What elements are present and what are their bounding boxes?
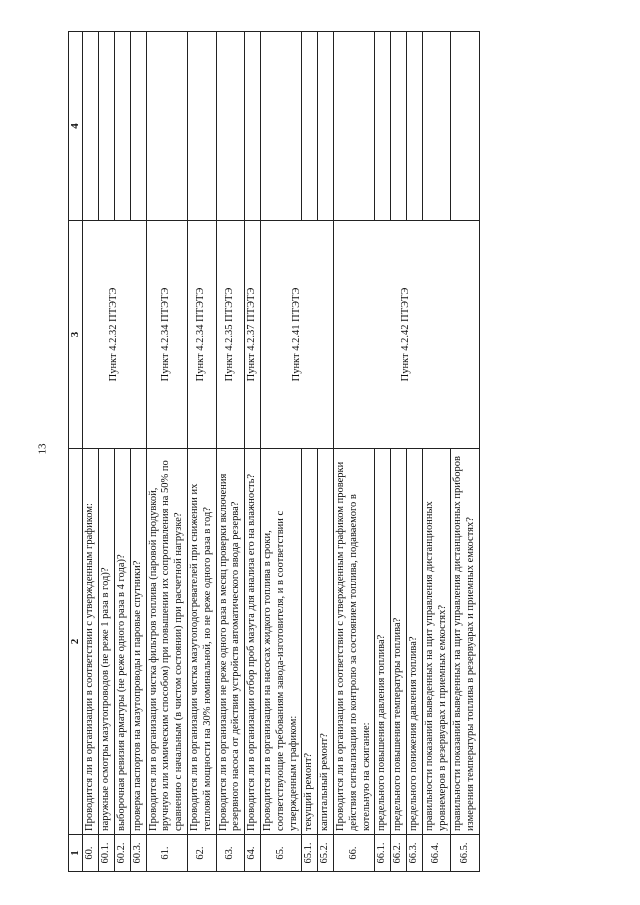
item-text: Проводится ли в организации в соответствии с утвержденным графиком: [83, 449, 99, 835]
item-number: 66.1. [375, 835, 391, 872]
header-row [69, 32, 83, 872]
table-row [422, 32, 451, 872]
item-number: 60.2. [115, 835, 131, 872]
table-row [260, 32, 301, 872]
item-answer-cell [406, 32, 422, 221]
header-col-3: 3 [69, 221, 83, 449]
item-text: предельного понижения давления топлива? [406, 449, 422, 835]
table-body [83, 32, 480, 872]
item-text: правильности показаний выведенных на щит управления дистанционных уровнемеров в резервуарах и приемных емкостях? [422, 449, 451, 835]
table-row [216, 32, 245, 872]
item-answer-cell [260, 32, 301, 221]
table-row [245, 32, 261, 872]
item-reference: Пункт 4.2.42 ПТЭТЭ [333, 221, 479, 449]
item-number: 63. [216, 835, 245, 872]
item-number: 66. [333, 835, 374, 872]
item-answer-cell [391, 32, 407, 221]
item-number: 60.1. [99, 835, 115, 872]
item-answer-cell [302, 32, 318, 221]
item-number: 66.3. [406, 835, 422, 872]
header-col-4: 4 [69, 32, 83, 221]
item-reference: Пункт 4.2.37 ПТЭТЭ [245, 221, 261, 449]
item-number: 66.4. [422, 835, 451, 872]
table-row [451, 32, 480, 872]
item-answer-cell [245, 32, 261, 221]
item-answer-cell [115, 32, 131, 221]
rotated-table-container [68, 32, 598, 872]
table-row [333, 32, 374, 872]
page-number: 13 [36, 443, 49, 455]
item-text: текущий ремонт? [302, 449, 318, 835]
item-answer-cell [375, 32, 391, 221]
item-text: правильности показаний выведенных на щит управления дистанционных приборов измерения температуры топлива в резервуарах и приемных емкостях? [451, 449, 480, 835]
item-answer-cell [318, 32, 334, 221]
item-text: предельного повышения температуры топлива? [391, 449, 407, 835]
table-row [83, 32, 99, 872]
item-number: 60.3. [130, 835, 146, 872]
item-text: выборочная ревизия арматуры (не реже одного раза в 4 года)? [115, 449, 131, 835]
item-number: 66.5. [451, 835, 480, 872]
item-answer-cell [216, 32, 245, 221]
item-answer-cell [422, 32, 451, 221]
item-answer-cell [187, 32, 216, 221]
item-text: проверка паспортов на мазутопроводы и паровые спутники? [130, 449, 146, 835]
table-row [187, 32, 216, 872]
item-text: Проводится ли в организации чистка фильтров топлива (паровой продувкой, вручную или химическим способом) при повышении их сопротивления на 50% по сравнению с начальным (в чистом состоянии) при расчетной нагрузке? [146, 449, 187, 835]
item-number: 60. [83, 835, 99, 872]
item-reference: Пункт 4.2.32 ПТЭТЭ [83, 221, 146, 449]
item-answer-cell [99, 32, 115, 221]
header-col-1: 1 [69, 835, 83, 872]
item-reference: Пункт 4.2.35 ПТЭТЭ [216, 221, 245, 449]
item-text: Проводится ли в организации в соответствии с утвержденным графиком проверки действия сигнализации по контролю за состоянием топлива, подаваемого в котельную на сжигание: [333, 449, 374, 835]
table-row [406, 32, 422, 872]
table-row [146, 32, 187, 872]
item-text: Проводится ли в организации чистка мазутоподогревателей при снижении их тепловой мощности на 30% номинальной, но не реже одного раза в год? [187, 449, 216, 835]
table-row [130, 32, 146, 872]
item-answer-cell [83, 32, 99, 221]
header-col-2: 2 [69, 449, 83, 835]
item-reference: Пункт 4.2.34 ПТЭТЭ [187, 221, 216, 449]
table-row [115, 32, 131, 872]
item-number: 66.2. [391, 835, 407, 872]
item-number: 65.1. [302, 835, 318, 872]
table-row [99, 32, 115, 872]
item-number: 64. [245, 835, 261, 872]
item-reference: Пункт 4.2.34 ПТЭТЭ [146, 221, 187, 449]
item-answer-cell [146, 32, 187, 221]
table-row [375, 32, 391, 872]
item-text: Проводится ли в организации отбор проб мазута для анализа его на влажность? [245, 449, 261, 835]
item-answer-cell [130, 32, 146, 221]
item-answer-cell [451, 32, 480, 221]
item-text: предельного повышения давления топлива? [375, 449, 391, 835]
item-answer-cell [333, 32, 374, 221]
item-text: Проводится ли в организации на насосах жидкого топлива в сроки, соответствующие требованиям завода-изготовителя, и в соответствии с утвержденным графиком: [260, 449, 301, 835]
checklist-table [68, 31, 480, 872]
item-number: 62. [187, 835, 216, 872]
item-number: 65. [260, 835, 301, 872]
item-number: 65.2. [318, 835, 334, 872]
item-text: капитальный ремонт? [318, 449, 334, 835]
item-text: Проводится ли в организации не реже одного раза в месяц проверки включения резервного насоса от действия устройств автоматического ввода резерва? [216, 449, 245, 835]
table-row [302, 32, 318, 872]
item-number: 61. [146, 835, 187, 872]
table-row [318, 32, 334, 872]
table-row [391, 32, 407, 872]
item-text: наружные осмотры мазутопроводов (не реже 1 раза в год)? [99, 449, 115, 835]
item-reference: Пункт 4.2.41 ПТЭТЭ [260, 221, 333, 449]
document-area [68, 32, 598, 872]
